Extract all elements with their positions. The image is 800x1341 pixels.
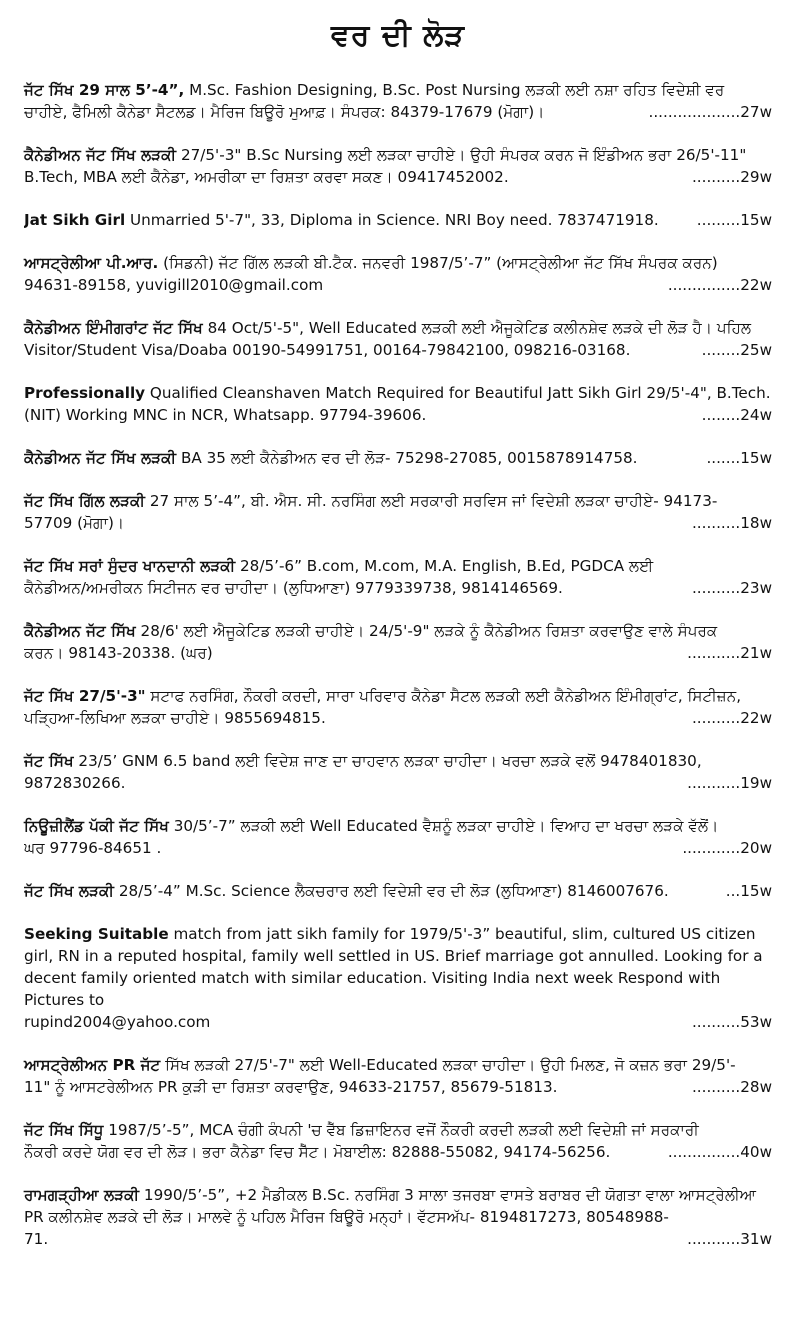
ads-list xyxy=(24,79,772,1271)
ad-word-count: ...15w xyxy=(725,882,772,900)
ad-lead: ਜੱਟ ਸਿੱਖ ਲੜਕੀ xyxy=(24,882,114,900)
classified-ad xyxy=(24,144,772,188)
ad-text xyxy=(24,1054,772,1076)
ad-last-line xyxy=(24,642,772,664)
classified-ad xyxy=(24,923,772,1033)
ad-lead: ਰਾਮਗੜ੍ਹੀਆ ਲੜਕੀ xyxy=(24,1186,140,1204)
ad-body: M.Sc. Fashion Designing, B.Sc. Post Nursing ਲੜਕੀ ਲਈ ਨਸ਼ਾ ਰਹਿਤ ਵਿਦੇਸ਼ੀ ਵਰ xyxy=(189,81,725,99)
ad-lead: Seeking Suitable xyxy=(24,925,169,943)
ad-last-text: 94631-89158, yuvigill2010@gmail.com xyxy=(24,276,324,294)
classified-ad xyxy=(24,1054,772,1098)
ad-text xyxy=(24,685,772,707)
classified-ad xyxy=(24,252,772,296)
ad-lead: ਕੈਨੇਡੀਅਨ ਜੱਟ ਸਿੱਖ xyxy=(24,622,136,640)
classified-ad xyxy=(24,750,772,794)
ad-single-line xyxy=(24,209,772,231)
ad-text xyxy=(24,79,772,101)
ad-body: 27/5'-3" B.Sc Nursing ਲਈ ਲੜਕਾ ਚਾਹੀਏ। ਉਹੀ ਸੰਪਰਕ ਕਰਨ ਜੋ ਇੰਡੀਅਨ ਭਰਾ 26/5'-11" xyxy=(180,146,747,164)
ad-last-line xyxy=(24,512,772,534)
ad-word-count: ..........18w xyxy=(691,514,772,532)
ad-body: 23/5’ GNM 6.5 band ਲਈ ਵਿਦੇਸ਼ ਜਾਣ ਦਾ ਚਾਹਵਾਨ ਲੜਕਾ ਚਾਹੀਦਾ। ਖਰਚਾ ਲੜਕੇ ਵਲੋਂ 9478401830, xyxy=(78,752,702,770)
ad-text xyxy=(24,880,720,902)
ad-last-text: ਪੜ੍ਹਿਆ-ਲਿਖਿਆ ਲੜਕਾ ਚਾਹੀਏ। 9855694815. xyxy=(24,709,326,727)
ad-word-count: ...........21w xyxy=(687,644,772,662)
classified-ad xyxy=(24,317,772,361)
ad-text xyxy=(24,144,772,166)
ad-text xyxy=(24,555,772,577)
ad-body: 84 Oct/5'-5", Well Educated ਲੜਕੀ ਲਈ ਐਜੂਕੇਟਿਡ ਕਲੀਨਸ਼ੇਵ ਲੜਕੇ ਦੀ ਲੋੜ ਹੈ। ਪਹਿਲ xyxy=(207,319,752,337)
ad-last-text: BA 35 ਲਈ ਕੈਨੇਡੀਅਨ ਵਰ ਦੀ ਲੋੜ- 75298-27085, 0015878914758. xyxy=(180,449,638,467)
ad-body: (ਸਿਡਨੀ) ਜੱਟ ਗਿੱਲ ਲੜਕੀ ਬੀ.ਟੈਕ. ਜਨਵਰੀ 1987/5’-7” (ਆਸਟ੍ਰੇਲੀਆ ਜੱਟ ਸਿੱਖ ਸੰਪਰਕ ਕਰਨ) xyxy=(163,254,718,272)
ad-last-text: Unmarried 5'-7", 33, Diploma in Science. NRI Boy need. 7837471918. xyxy=(130,211,659,229)
classified-ad xyxy=(24,79,772,123)
ad-last-line xyxy=(24,339,772,361)
ad-last-line xyxy=(24,274,772,296)
ad-word-count: ........25w xyxy=(701,341,772,359)
ad-body: ਸਿੱਖ ਲੜਕੀ 27/5'-7" ਲਈ Well-Educated ਲੜਕਾ ਚਾਹੀਦਾ। ਉਹੀ ਮਿਲਣ, ਜੋ ਕਜ਼ਨ ਭਰਾ 29/5'- xyxy=(165,1056,736,1074)
ad-last-line xyxy=(24,837,772,859)
ad-last-line xyxy=(24,1076,772,1098)
classified-ad xyxy=(24,880,772,902)
ad-body: match from jatt sikh family for 1979/5'-3” beautiful, slim, cultured US citizen girl, RN in a reputed hospital, family well settled in US. Brief marriage got annulled. Looking for a decent family oriented match with similar education. Visiting India next week Respond with Pictures to xyxy=(24,925,763,1009)
ad-lead: Jat Sikh Girl xyxy=(24,211,126,229)
ad-word-count: ...............22w xyxy=(667,276,772,294)
ad-single-line xyxy=(24,447,772,469)
ad-last-text: ਕੈਨੇਡੀਅਨ/ਅਮਰੀਕਨ ਸਿਟੀਜਨ ਵਰ ਚਾਹੀਦਾ। (ਲੁਧਿਆਣਾ) 9779339738, 9814146569. xyxy=(24,579,563,597)
ad-body: 30/5’-7” ਲੜਕੀ ਲਈ Well Educated ਵੈਸ਼ਨੂੰ ਲੜਕਾ ਚਾਹੀਏ। ਵਿਆਹ ਦਾ ਖਰਚਾ ਲੜਕੇ ਵੱਲੋਂ। xyxy=(173,817,719,835)
ad-last-text: 11" ਨੂੰ ਆਸਟਰੇਲੀਅਨ PR ਕੁੜੀ ਦਾ ਰਿਸ਼ਤਾ ਕਰਵਾਉਣ, 94633-21757, 85679-51813. xyxy=(24,1078,558,1096)
ad-last-text: 28/5’-4” M.Sc. Science ਲੈਕਚਰਾਰ ਲਈ ਵਿਦੇਸ਼ੀ ਵਰ ਦੀ ਲੋੜ (ਲੁਧਿਆਣਾ) 8146007676. xyxy=(118,882,669,900)
ad-lead: ਜੱਟ ਸਿੱਖ ਸਿੱਧੂ xyxy=(24,1121,104,1139)
ad-lead: ਕੈਨੇਡੀਅਨ ਜੱਟ ਸਿੱਖ ਲੜਕੀ xyxy=(24,449,177,467)
ad-body: 28/6' ਲਈ ਐਜੂਕੇਟਿਡ ਲੜਕੀ ਚਾਹੀਏ। 24/5'-9" ਲੜਕੇ ਨੂੰ ਕੈਨੇਡੀਅਨ ਰਿਸ਼ਤਾ ਕਰਵਾਉਣ ਵਾਲੇ ਸੰਪਰਕ xyxy=(140,622,718,640)
ad-lead: ਜੱਟ ਸਿੱਖ 29 ਸਾਲ 5’-4”, xyxy=(24,81,185,99)
ad-lead: ਕੈਨੇਡੀਅਨ ਇੰਮੀਗਰਾਂਟ ਜੱਟ ਸਿੱਖ xyxy=(24,319,203,337)
ad-text xyxy=(24,209,691,231)
ad-word-count: ..........23w xyxy=(691,579,772,597)
ad-body: 28/5’-6” B.com, M.com, M.A. English, B.Ed, PGDCA ਲਈ xyxy=(240,557,654,575)
ad-last-line xyxy=(24,1011,772,1033)
ad-last-line xyxy=(24,1228,772,1250)
ad-word-count: ...................27w xyxy=(648,103,772,121)
ad-text xyxy=(24,447,700,469)
ad-last-text: ਨੌਕਰੀ ਕਰਦੇ ਯੋਗ ਵਰ ਦੀ ਲੋੜ। ਭਰਾ ਕੈਨੇਡਾ ਵਿਚ ਸੈੱਟ। ਮੋਬਾਈਲ: 82888-55082, 94174-56256. xyxy=(24,1143,611,1161)
ad-body: ਸਟਾਫ ਨਰਸਿੰਗ, ਨੌਕਰੀ ਕਰਦੀ, ਸਾਰਾ ਪਰਿਵਾਰ ਕੈਨੇਡਾ ਸੈਟਲ ਲੜਕੀ ਲਈ ਕੈਨੇਡੀਅਨ ਇੰਮੀਗ੍ਰਾਂਟ, ਸਿਟੀਜ਼ਨ, xyxy=(150,687,742,705)
classified-ad xyxy=(24,685,772,729)
ad-lead: ਜੱਟ ਸਿੱਖ ਸਰਾਂ ਸੁੰਦਰ ਖਾਨਦਾਨੀ ਲੜਕੀ xyxy=(24,557,236,575)
ad-last-text: Visitor/Student Visa/Doaba 00190-54991751, 00164-79842100, 098216-03168. xyxy=(24,341,631,359)
ad-text xyxy=(24,750,772,772)
ad-body: 27 ਸਾਲ 5’-4”, ਬੀ. ਐਸ. ਸੀ. ਨਰਸਿੰਗ ਲਈ ਸਰਕਾਰੀ ਸਰਵਿਸ ਜਾਂ ਵਿਦੇਸ਼ੀ ਲੜਕਾ ਚਾਹੀਏ- 94173- xyxy=(149,492,718,510)
ad-last-text: rupind2004@yahoo.com xyxy=(24,1013,211,1031)
classified-ad xyxy=(24,490,772,534)
classified-ad xyxy=(24,1184,772,1250)
classified-ad xyxy=(24,382,772,426)
ad-lead: ਜੱਟ ਸਿੱਖ ਗਿੱਲ ਲੜਕੀ xyxy=(24,492,145,510)
classified-ad xyxy=(24,209,772,231)
ad-lead: ਕੈਨੇਡੀਅਨ ਜੱਟ ਸਿੱਖ ਲੜਕੀ xyxy=(24,146,177,164)
ad-body: 1987/5’-5”, MCA ਚੰਗੀ ਕੰਪਨੀ 'ਚ ਵੈੱਬ ਡਿਜ਼ਾਇਨਰ ਵਜੋਂ ਨੌਕਰੀ ਕਰਦੀ ਲੜਕੀ ਲਈ ਵਿਦੇਸ਼ੀ ਜਾਂ ਸਰਕਾਰੀ xyxy=(108,1121,699,1139)
ad-single-line xyxy=(24,880,772,902)
ad-last-text: (NIT) Working MNC in NCR, Whatsapp. 97794-39606. xyxy=(24,406,427,424)
page-title: ਵਰ ਦੀ ਲੋੜ xyxy=(330,18,466,53)
ad-last-line xyxy=(24,101,772,123)
ad-text xyxy=(24,923,772,1011)
ad-last-text: ਚਾਹੀਏ, ਫੈਮਿਲੀ ਕੈਨੇਡਾ ਸੈਟਲਡ। ਮੈਰਿਜ ਬਿਊਰੋ ਮੁਆਫ਼। ਸੰਪਰਕ: 84379-17679 (ਮੋਗਾ)। xyxy=(24,103,545,121)
ad-last-text: B.Tech, MBA ਲਈ ਕੈਨੇਡਾ, ਅਮਰੀਕਾ ਦਾ ਰਿਸ਼ਤਾ ਕਰਵਾ ਸਕਣ। 09417452002. xyxy=(24,168,509,186)
ad-text xyxy=(24,252,772,274)
classified-ad xyxy=(24,815,772,859)
ad-body: Qualified Cleanshaven Match Required for Beautiful Jatt Sikh Girl 29/5'-4", B.Tech. xyxy=(149,384,771,402)
classified-ad xyxy=(24,555,772,599)
ad-text xyxy=(24,815,772,837)
ad-last-text: 57709 (ਮੋਗਾ)। xyxy=(24,514,125,532)
ad-text xyxy=(24,490,772,512)
ad-text xyxy=(24,1119,772,1141)
ad-last-text: 71. xyxy=(24,1230,49,1248)
classified-ad xyxy=(24,1119,772,1163)
ad-word-count: .......15w xyxy=(706,449,772,467)
ad-word-count: ..........29w xyxy=(691,168,772,186)
ad-last-line xyxy=(24,577,772,599)
ad-lead: ਆਸਟ੍ਰੇਲੀਅਨ PR ਜੱਟ xyxy=(24,1056,161,1074)
classified-ad xyxy=(24,447,772,469)
ad-lead: Professionally xyxy=(24,384,146,402)
ad-word-count: ...........31w xyxy=(687,1230,772,1248)
ad-word-count: ..........22w xyxy=(691,709,772,727)
ad-text xyxy=(24,620,772,642)
ad-last-line xyxy=(24,1141,772,1163)
ad-last-line xyxy=(24,772,772,794)
ad-lead: ਜੱਟ ਸਿੱਖ xyxy=(24,752,74,770)
ad-last-line xyxy=(24,404,772,426)
ad-word-count: ...........19w xyxy=(687,774,772,792)
ad-lead: ਜੱਟ ਸਿੱਖ 27/5'-3" xyxy=(24,687,146,705)
ad-last-text: ਘਰ 97796-84651 . xyxy=(24,839,162,857)
ad-text xyxy=(24,382,772,404)
ad-last-line xyxy=(24,166,772,188)
ad-lead: ਆਸਟ੍ਰੇਲੀਆ ਪੀ.ਆਰ. xyxy=(24,254,159,272)
ad-text xyxy=(24,1184,772,1228)
ad-word-count: ..........53w xyxy=(691,1013,772,1031)
ad-word-count: ...............40w xyxy=(667,1143,772,1161)
ad-body: 1990/5’-5”, +2 ਮੈਡੀਕਲ B.Sc. ਨਰਸਿੰਗ 3 ਸਾਲਾ ਤਜਰਬਾ ਵਾਸਤੇ ਬਰਾਬਰ ਦੀ ਯੋਗਤਾ ਵਾਲਾ ਆਸਟ੍ਰੇਲੀਆ PR ਕਲੀਨਸ਼ੇਵ ਲੜਕੇ ਦੀ ਲੋੜ। ਮਾਲਵੇ ਨੂੰ ਪਹਿਲ ਮੈਰਿਜ ਬਿਊਰੋ ਮਨ੍ਹਾਂ। ਵੱਟਸਅੱਪ- 8194817273, 80548988- xyxy=(24,1186,757,1226)
ad-word-count: .........15w xyxy=(696,211,772,229)
ad-word-count: ........24w xyxy=(701,406,772,424)
ad-word-count: ..........28w xyxy=(691,1078,772,1096)
ad-text xyxy=(24,317,772,339)
ad-last-text: ਕਰਨ। 98143-20338. (ਘਰ) xyxy=(24,644,213,662)
ad-last-line xyxy=(24,707,772,729)
classified-ad xyxy=(24,620,772,664)
ad-word-count: ............20w xyxy=(682,839,772,857)
ad-last-text: 9872830266. xyxy=(24,774,126,792)
ad-lead: ਨਿਊਜ਼ੀਲੈਂਡ ਪੱਕੀ ਜੱਟ ਸਿੱਖ xyxy=(24,817,169,835)
